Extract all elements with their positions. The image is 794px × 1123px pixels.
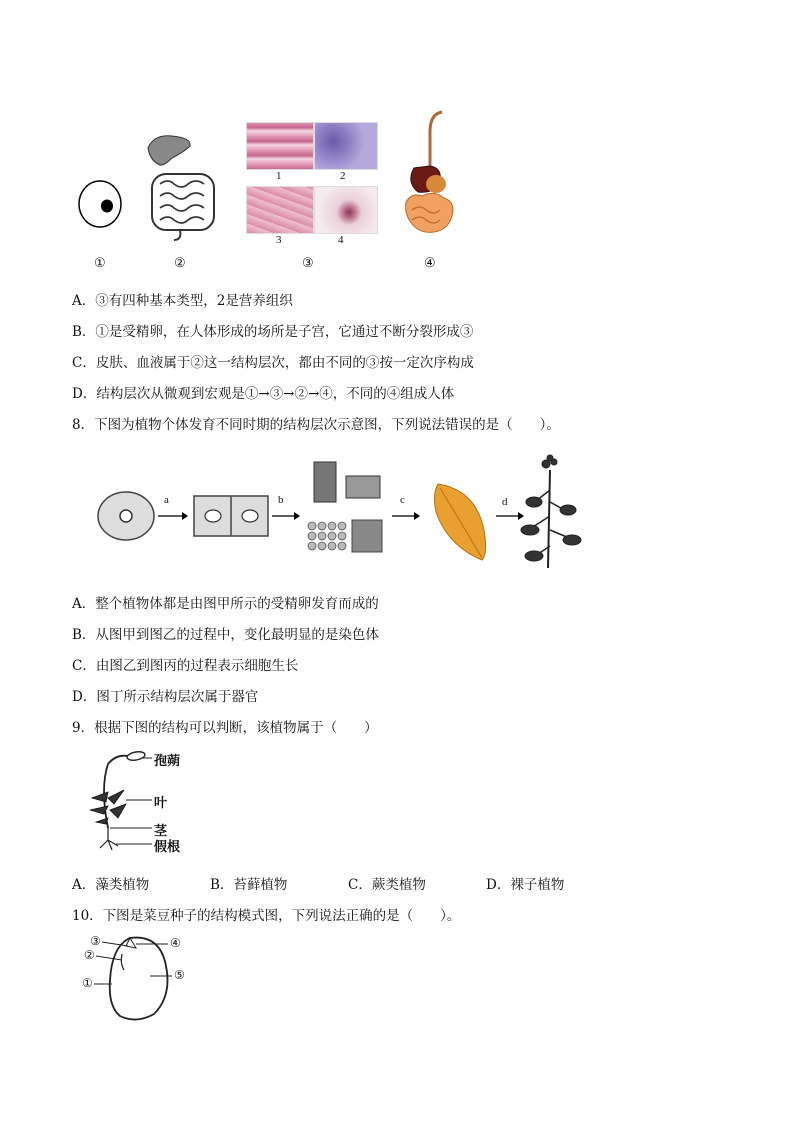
two-cells-icon <box>194 496 268 536</box>
q7-label-3: ③ <box>302 256 314 271</box>
q8-option-d: D．图丁所示结构层次属于器官 <box>72 689 259 705</box>
q8-option-b: B．从图甲到图乙的过程中，变化最明显的是染色体 <box>72 627 379 643</box>
zygote-icon <box>76 178 124 230</box>
seed-label-3: ③ <box>90 934 101 948</box>
seed-label-4: ④ <box>170 936 181 950</box>
q9-option-d: D．裸子植物 <box>486 877 565 893</box>
tissue-tile-3 <box>246 186 314 234</box>
label-stem: 茎 <box>154 824 168 839</box>
label-rhizoid: 假根 <box>154 840 181 855</box>
label-capsule: 孢蒴 <box>154 754 181 769</box>
q8-figure-drawing <box>96 450 596 570</box>
q7-label-2: ② <box>174 256 186 271</box>
tissue-number-2: 2 <box>340 170 346 182</box>
q7-option-a: A．③有四种基本类型，2是营养组织 <box>72 293 293 309</box>
tissue-number-4: 4 <box>338 234 344 246</box>
tissue-tile-4 <box>314 186 378 234</box>
q7-label-1: ① <box>94 256 106 271</box>
seed-label-1: ① <box>82 976 93 990</box>
whole-plant-icon <box>521 455 581 568</box>
leaf-icon <box>434 484 485 560</box>
moss-plant-icon <box>86 748 216 852</box>
q9-figure <box>86 748 216 855</box>
tissue-number-3: 3 <box>276 234 282 246</box>
q8-option-c: C．由图乙到图丙的过程表示细胞生长 <box>72 658 299 674</box>
tissue-number-1: 1 <box>276 170 282 182</box>
digestive-system-icon <box>396 110 466 238</box>
q8-stem: 8．下图为植物个体发育不同时期的结构层次示意图，下列说法错误的是（ ）。 <box>72 417 560 433</box>
q9-option-c: C．蕨类植物 <box>348 877 426 893</box>
q8-option-a: A．整个植物体都是由图甲所示的受精卵发育而成的 <box>72 596 379 612</box>
tissue-tile-2 <box>314 122 378 170</box>
q7-option-c: C．皮肤、血液属于②这一结构层次，都由不同的③按一定次序构成 <box>72 355 474 371</box>
q7-figure <box>70 110 490 280</box>
q9-stem: 9．根据下图的结构可以判断，该植物属于（ ） <box>72 720 378 736</box>
tissue-tile-1 <box>246 122 314 170</box>
label-leaf: 叶 <box>154 796 168 811</box>
arrow-label-a: a <box>164 494 169 506</box>
q10-figure <box>80 932 200 1024</box>
q9-option-a: A．藻类植物 <box>72 877 150 893</box>
liver-intestine-icon <box>146 130 226 242</box>
plant-tissues-icon <box>308 462 382 552</box>
plant-zygote-icon <box>98 492 154 540</box>
seed-label-5: ⑤ <box>174 968 185 982</box>
q9-option-b: B．苔藓植物 <box>210 877 288 893</box>
q8-figure <box>96 450 596 570</box>
q10-stem: 10．下图是菜豆种子的结构模式图，下列说法正确的是（ ）。 <box>72 908 461 924</box>
arrow-label-d: d <box>502 496 508 508</box>
arrow-label-b: b <box>278 494 284 506</box>
seed-label-2: ② <box>84 948 95 962</box>
q7-option-b: B．①是受精卵，在人体形成的场所是子宫，它通过不断分裂形成③ <box>72 324 474 340</box>
arrow-label-c: c <box>400 494 405 506</box>
q7-label-4: ④ <box>424 256 436 271</box>
q7-option-d: D．结构层次从微观到宏观是①→③→②→④，不同的④组成人体 <box>72 386 455 402</box>
